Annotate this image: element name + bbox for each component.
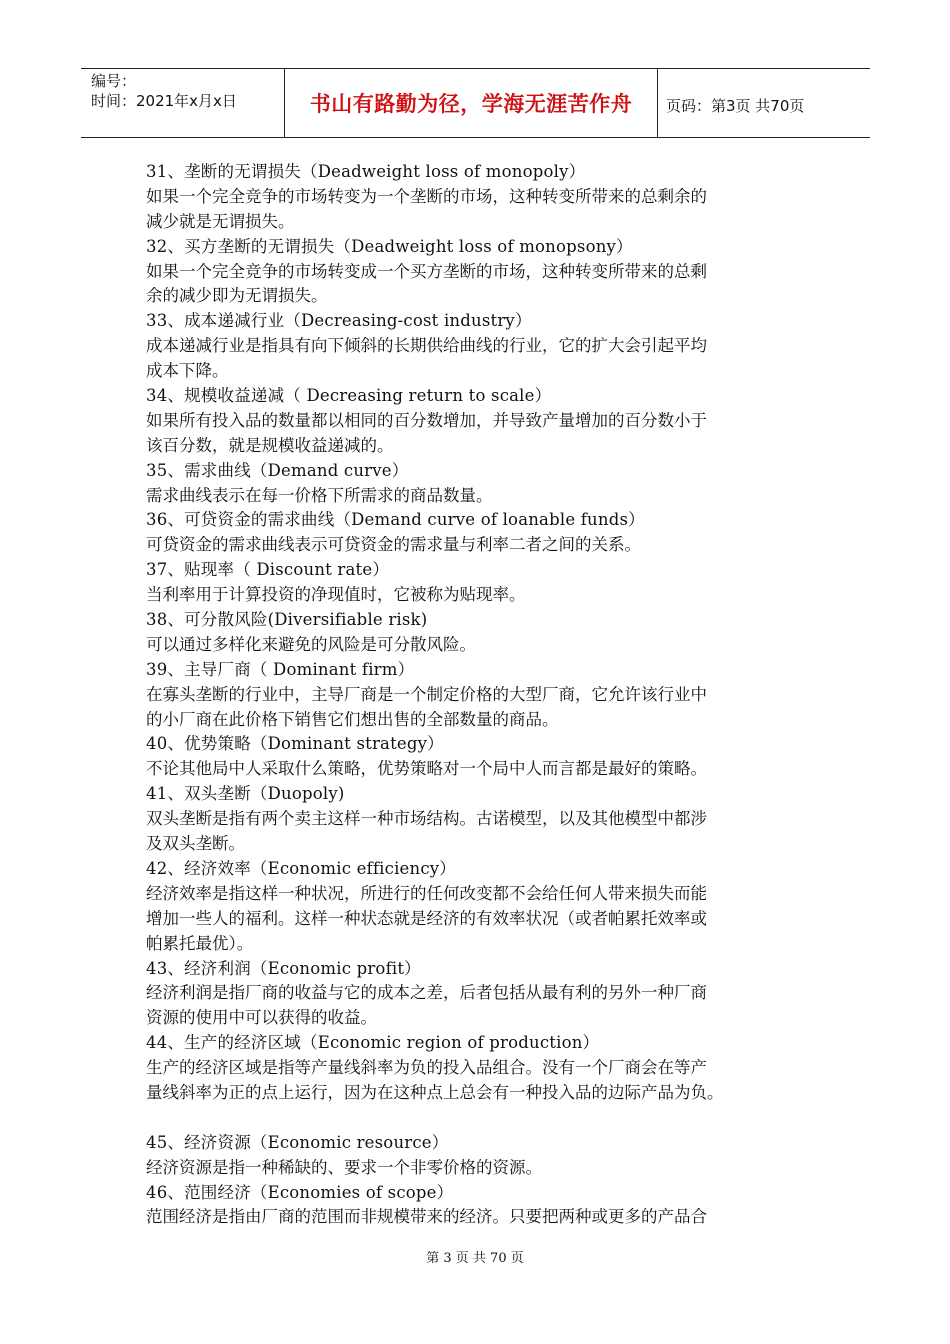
entry-definition-line: 该百分数，就是规模收益递减的。	[146, 435, 394, 455]
entry-definition-line: 经济效率是指这样一种状况，所进行的任何改变都不会给任何人带来损失而能	[146, 883, 707, 903]
entry-definition-line: 在寡头垄断的行业中，主导厂商是一个制定价格的大型厂商，它允许该行业中	[146, 684, 707, 704]
entry-definition-line: 范围经济是指由厂商的范围而非规模带来的经济。只要把两种或更多的产品合	[146, 1207, 707, 1227]
entry-term: 37、贴现率（ Discount rate）	[146, 560, 390, 580]
entry-term: 31、垄断的无谓损失（Deadweight loss of monopoly）	[146, 162, 586, 181]
entry-term: 46、范围经济（Economies of scope）	[146, 1182, 454, 1202]
entry-definition-line: 可贷资金的需求曲线表示可贷资金的需求量与利率二者之间的关系。	[146, 535, 641, 555]
entry-definition-line: 需求曲线表示在每一价格下所需求的商品数量。	[146, 485, 493, 505]
entry-definition-line	[146, 1106, 816, 1131]
entry-definition-line: 如果所有投入品的数量都以相同的百分数增加，并导致产量增加的百分数小于	[146, 410, 707, 430]
entry-term: 36、可贷资金的需求曲线（Demand curve of loanable funds）	[146, 510, 645, 530]
entry-definition-line: 如果一个完全竞争的市场转变成一个买方垄断的市场，这种转变所带来的总剩	[146, 261, 707, 281]
document-body	[146, 160, 816, 1230]
entry-definition-line: 量线斜率为正的点上运行，因为在这种点上总会有一种投入品的边际产品为负。	[146, 1082, 724, 1102]
entry-definition-line: 帕累托最优）。	[146, 933, 254, 953]
entry-definition-line: 及双头垄断。	[146, 834, 245, 854]
entry-definition-line: 资源的使用中可以获得的收益。	[146, 1008, 377, 1028]
entry-term: 34、规模收益递减（ Decreasing return to scale）	[146, 386, 552, 406]
page-info: 页码：第3页 共70页	[666, 97, 805, 115]
number-label: 编号：	[91, 72, 137, 90]
entry-definition-line: 成本下降。	[146, 361, 229, 381]
entry-term: 38、可分散风险(Diversifiable risk)	[146, 610, 428, 630]
entry-term: 43、经济利润（Economic profit）	[146, 958, 421, 978]
entry-definition-line: 经济利润是指厂商的收益与它的成本之差，后者包括从最有利的另外一种厂商	[146, 983, 707, 1003]
entry-definition-line: 经济资源是指一种稀缺的、要求一个非零价格的资源。	[146, 1157, 542, 1177]
entry-definition-line: 余的减少即为无谓损失。	[146, 286, 328, 306]
entry-definition-line: 减少就是无谓损失。	[146, 211, 295, 231]
entry-term: 45、经济资源（Economic resource）	[146, 1132, 449, 1152]
header-meta-cell	[81, 69, 285, 137]
entry-definition-line: 当利率用于计算投资的净现值时，它被称为贴现率。	[146, 585, 526, 605]
entry-definition-line: 成本递减行业是指具有向下倾斜的长期供给曲线的行业，它的扩大会引起平均	[146, 336, 707, 356]
entry-term: 40、优势策略（Dominant strategy）	[146, 734, 444, 754]
date-label: 时间：2021年x月x日	[91, 92, 237, 110]
header-motto-cell	[285, 69, 658, 137]
entry-term: 44、生产的经济区域（Economic region of production）	[146, 1033, 600, 1053]
entry-term: 39、主导厂商（ Dominant firm）	[146, 659, 415, 679]
entry-definition-line: 双头垄断是指有两个卖主这样一种市场结构。古诺模型，以及其他模型中都涉	[146, 809, 707, 829]
entry-definition-line: 生产的经济区域是指等产量线斜率为负的投入品组合。没有一个厂商会在等产	[146, 1058, 707, 1078]
entry-term: 42、经济效率（Economic efficiency）	[146, 858, 457, 878]
page-footer: 第 3 页 共 70 页	[426, 1251, 524, 1266]
entry-term: 33、成本递减行业（Decreasing-cost industry）	[146, 311, 532, 331]
entry-definition-line: 的小厂商在此价格下销售它们想出售的全部数量的商品。	[146, 709, 559, 729]
entry-term: 35、需求曲线（Demand curve）	[146, 460, 409, 480]
entry-definition-line: 可以通过多样化来避免的风险是可分散风险。	[146, 634, 476, 654]
entry-definition-line: 不论其他局中人采取什么策略，优势策略对一个局中人而言都是最好的策略。	[146, 759, 707, 779]
entry-definition-line: 增加一些人的福利。这样一种状态就是经济的有效率状况（或者帕累托效率或	[146, 908, 707, 928]
entry-term: 32、买方垄断的无谓损失（Deadweight loss of monopsony）	[146, 236, 633, 256]
entry-definition-line: 如果一个完全竞争的市场转变为一个垄断的市场，这种转变所带来的总剩余的	[146, 186, 707, 206]
motto-text: 书山有路勤为径，学海无涯苦作舟	[309, 92, 633, 116]
page-header	[81, 68, 870, 138]
entry-term: 41、双头垄断（Duopoly)	[146, 784, 345, 804]
